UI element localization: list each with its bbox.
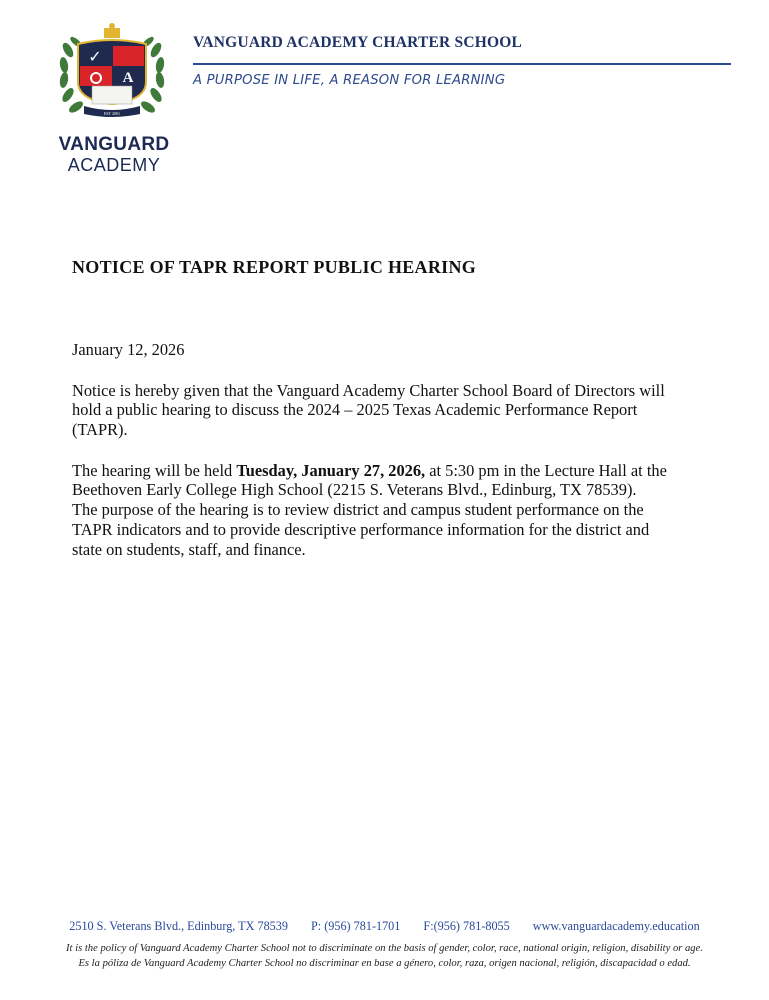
paragraph-line: Beethoven Early College High School (2215 S. Veterans Blvd., Edinburg, TX 78539). <box>72 480 637 499</box>
crown-icon <box>104 23 120 38</box>
school-tagline: A PURPOSE IN LIFE, A REASON FOR LEARNING <box>193 73 506 88</box>
notice-date: January 12, 2026 <box>72 340 185 359</box>
paragraph-line: Notice is hereby given that the Vanguard Academy Charter School Board of Directors will <box>72 381 665 400</box>
footer-address: 2510 S. Veterans Blvd., Edinburg, TX 78539 <box>69 919 288 933</box>
notice-title: NOTICE OF TAPR REPORT PUBLIC HEARING <box>72 257 477 277</box>
policy-english: It is the policy of Vanguard Academy Charter School not to discriminate on the basis of gender, color, race, national origin, religion, disability or age. <box>66 943 703 954</box>
svg-text:A: A <box>122 70 134 86</box>
hearing-date: Tuesday, January 27, 2026, <box>236 461 426 480</box>
paragraph-line: The purpose of the hearing is to review district and campus student performance on the <box>72 500 644 519</box>
footer-contact <box>0 919 769 934</box>
text: at 5:30 pm in the Lecture Hall at the <box>425 461 667 480</box>
paragraph-line: hold a public hearing to discuss the 2024 – 2025 Texas Academic Performance Report <box>72 400 638 419</box>
logo-wordmark-vanguard: VANGUARD <box>58 134 170 155</box>
text: The hearing will be held <box>72 461 237 480</box>
header-divider <box>193 63 731 65</box>
svg-text:✓: ✓ <box>88 47 102 66</box>
policy-spanish: Es la póliza de Vanguard Academy Charter School no discriminar en base a género, color, raza, origen nacional, religión, discapacidad o edad. <box>78 958 691 969</box>
paragraph-line <box>72 461 667 481</box>
footer-fax: F:(956) 781-8055 <box>423 919 510 933</box>
paragraph-line: TAPR indicators and to provide descriptive performance information for the district and <box>72 520 650 539</box>
logo-wordmark-academy: ACADEMY <box>67 155 161 175</box>
paragraph-line: state on students, staff, and finance. <box>72 540 306 559</box>
school-name: VANGUARD ACADEMY CHARTER SCHOOL <box>193 34 523 51</box>
svg-text:EST 2001: EST 2001 <box>103 111 121 116</box>
footer-phone: P: (956) 781-1701 <box>311 919 401 933</box>
paragraph-line: (TAPR). <box>72 420 128 439</box>
footer-website[interactable]: www.vanguardacademy.education <box>532 919 700 933</box>
vanguard-crest-logo <box>56 20 168 128</box>
